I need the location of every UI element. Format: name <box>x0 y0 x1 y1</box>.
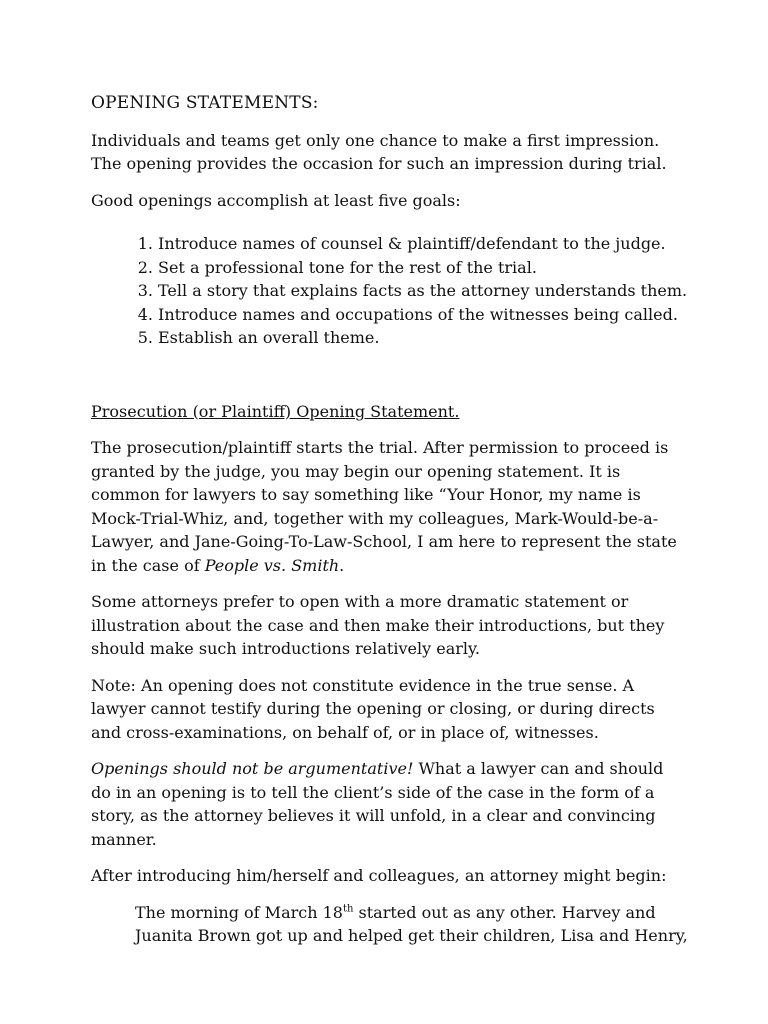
list-item <box>137 256 688 280</box>
list-text: Set a professional tone for the rest of the trial. <box>158 257 537 277</box>
list-item <box>137 279 688 303</box>
note-paragraph: Note: An opening does not constitute evidence in the true sense. A lawyer cannot testify during the opening or closing, or during directs and cross-examinations, on behalf of, or in place of, witnesses. <box>91 675 655 742</box>
section-title: Prosecution (or Plaintiff) Opening Statement. <box>91 401 460 421</box>
case-name: People vs. Smith <box>204 555 340 575</box>
dramatic-paragraph: Some attorneys prefer to open with a more dramatic statement or illustration about the case and then make their introductions, but they should make such introductions relatively early. <box>91 592 665 658</box>
quote-rest: started out as any other. Harvey and Juanita Brown got up and helped get their children, Lisa and Henry, <box>135 902 688 945</box>
intro-example-lead: After introducing him/herself and colleagues, an attorney might begin: <box>91 866 667 885</box>
goals-list <box>91 232 688 350</box>
list-number: 2. <box>137 257 153 277</box>
list-text: Tell a story that explains facts as the attorney understands them. <box>158 281 688 300</box>
list-number: 3. <box>137 281 153 300</box>
argumentative-warning: Openings should not be argumentative! <box>91 759 414 778</box>
example-quote <box>135 901 688 948</box>
list-item <box>137 232 688 256</box>
page-title: OPENING STATEMENTS: <box>91 93 319 113</box>
list-number: 1. <box>137 234 153 253</box>
prosecution-end: . <box>339 555 345 575</box>
goals-lead: Good openings accomplish at least five goals: <box>91 190 461 210</box>
intro-paragraph: Individuals and teams get only one chance to make a first impression. The opening provides the occasion for such an impression during trial. <box>91 130 667 173</box>
quote-start: The morning of March 18 <box>135 902 343 922</box>
prosecution-paragraph <box>91 436 688 577</box>
quote-superscript: th <box>342 903 354 915</box>
argumentative-paragraph <box>91 757 688 851</box>
list-item <box>137 303 688 327</box>
list-number: 5. <box>137 328 153 347</box>
list-item <box>137 326 688 350</box>
list-text: Establish an overall theme. <box>158 328 380 347</box>
list-text: Introduce names of counsel & plaintiff/defendant to the judge. <box>158 234 666 253</box>
list-number: 4. <box>137 304 153 324</box>
list-text: Introduce names and occupations of the witnesses being called. <box>158 304 678 324</box>
argumentative-text: What a lawyer can and should do in an opening is to tell the client’s side of the case in the form of a story, as the attorney believes it will unfold, in a clear and convincing manner. <box>91 759 664 849</box>
prosecution-text: The prosecution/plaintiff starts the trial. After permission to proceed is granted by the judge, you may begin our opening statement. It is common for lawyers to say something like “Your Honor, my name is Mock-Trial-Whiz, and, together with my colleagues, Mark-Would-be-a-Lawyer, and Jane-Going-To-Law-School, I am here to represent the state in the case of <box>91 438 677 575</box>
